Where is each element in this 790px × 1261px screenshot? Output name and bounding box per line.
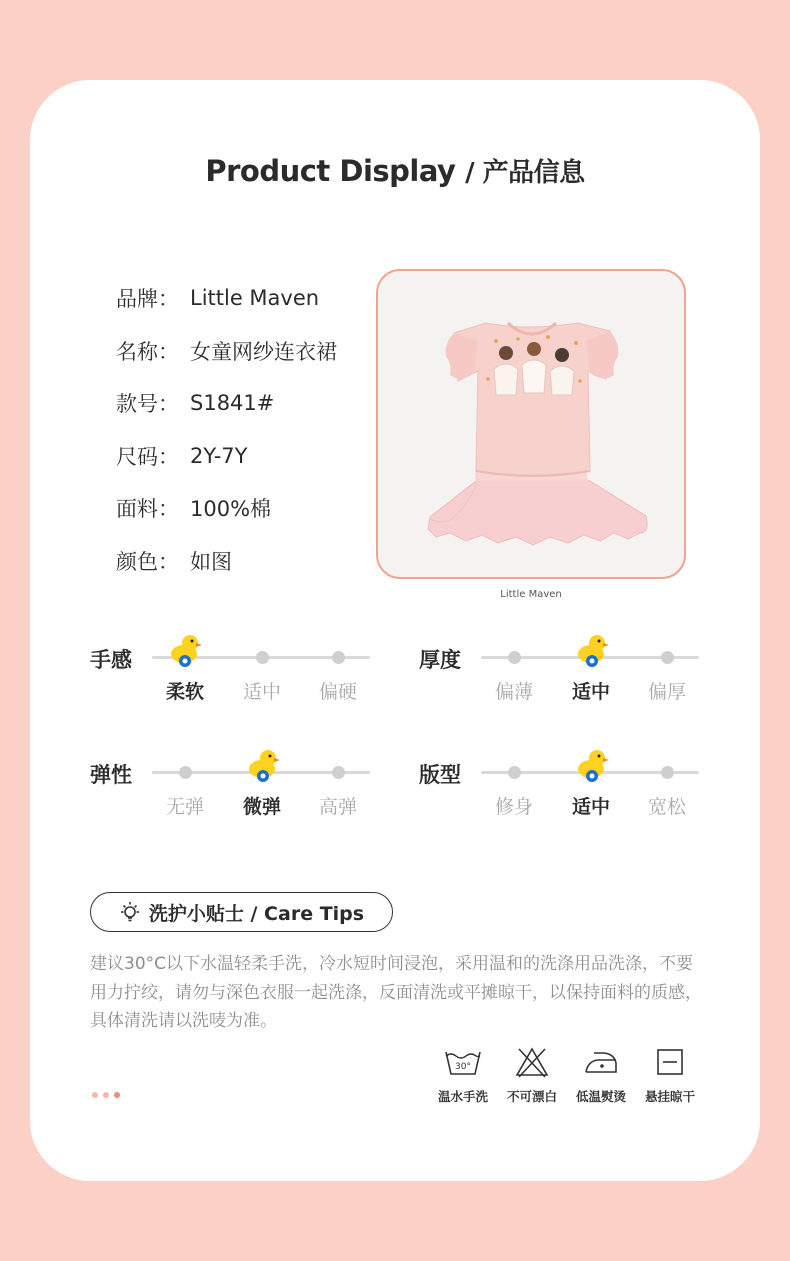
hang-dry-icon xyxy=(655,1047,685,1077)
dot xyxy=(103,1092,109,1098)
scale-thickness xyxy=(419,644,709,704)
title-en: Product Display xyxy=(205,154,456,188)
duck-indicator-icon xyxy=(576,747,610,783)
low-iron-icon xyxy=(582,1047,620,1077)
scale-option-selected: 柔软 xyxy=(165,681,204,703)
scale-fit xyxy=(419,759,709,819)
info-row-name xyxy=(116,325,337,378)
info-key: 颜色： xyxy=(116,549,179,574)
info-value: 女童网纱连衣裙 xyxy=(190,339,337,364)
scale-option-selected: 适中 xyxy=(571,681,610,703)
care-instructions: 建议30°C以下水温轻柔手洗，冷水短时间浸泡，采用温和的洗涤用品洗涤，不要用力拧绞，请勿与深色衣服一起洗涤，反面清洗或平摊晾干，以保持面料的质感，具体清洗请以洗唛为准。 xyxy=(90,954,702,1031)
scale-option: 偏薄 xyxy=(494,681,533,703)
info-value: 如图 xyxy=(190,549,232,574)
info-key: 品牌： xyxy=(116,287,179,312)
info-value: Little Maven xyxy=(190,286,320,311)
wash-label: 悬挂晾干 xyxy=(644,1089,695,1104)
page-dots xyxy=(92,1092,120,1098)
hand-wash-icon xyxy=(443,1046,483,1078)
info-value: 100%棉 xyxy=(190,497,272,522)
scale-option: 高弹 xyxy=(318,796,357,818)
scale-dot xyxy=(332,651,345,664)
info-row-color xyxy=(116,535,337,588)
scale-option: 宽松 xyxy=(647,796,686,818)
scale-dot xyxy=(508,651,521,664)
scale-option-selected: 适中 xyxy=(571,796,610,818)
info-key: 名称： xyxy=(116,339,179,364)
info-key: 款号： xyxy=(116,392,179,417)
duck-indicator-icon xyxy=(169,632,203,668)
product-info-list xyxy=(116,272,337,587)
wash-label: 不可漂白 xyxy=(506,1089,557,1104)
info-value: 2Y-7Y xyxy=(190,443,248,468)
scale-label: 手感 xyxy=(90,648,132,672)
info-value: S1841# xyxy=(190,391,275,416)
lightbulb-icon xyxy=(119,901,141,923)
duck-indicator-icon xyxy=(576,632,610,668)
scale-dot xyxy=(661,766,674,779)
page-title xyxy=(0,152,790,189)
duck-indicator-icon xyxy=(247,747,281,783)
scale-label: 弹性 xyxy=(90,763,132,787)
scale-dot xyxy=(332,766,345,779)
info-key: 面料： xyxy=(116,497,179,522)
info-row-brand xyxy=(116,272,337,325)
scale-option: 适中 xyxy=(242,681,281,703)
scale-label: 版型 xyxy=(419,763,461,787)
scale-dot xyxy=(661,651,674,664)
scale-label: 厚度 xyxy=(419,648,461,672)
scale-dot xyxy=(508,766,521,779)
wash-item-hang-dry xyxy=(635,1044,705,1105)
scale-option-selected: 微弹 xyxy=(242,796,281,818)
info-key: 尺码： xyxy=(116,444,179,469)
info-row-size xyxy=(116,430,337,483)
scale-option: 修身 xyxy=(494,796,533,818)
wash-temperature: 30° xyxy=(455,1062,471,1072)
wash-label: 温水手洗 xyxy=(437,1089,488,1104)
care-tips-label: 洗护小贴士 / Care Tips xyxy=(148,902,365,925)
no-bleach-icon xyxy=(514,1046,550,1078)
scale-option: 偏厚 xyxy=(647,681,686,703)
wash-item-low-iron xyxy=(566,1044,636,1105)
info-row-fabric xyxy=(116,482,337,535)
scale-dot xyxy=(179,766,192,779)
wash-item-no-bleach xyxy=(497,1044,567,1105)
dot xyxy=(92,1092,98,1098)
photo-caption: Little Maven xyxy=(500,589,562,600)
scale-elasticity xyxy=(90,759,380,819)
scale-option: 偏硬 xyxy=(318,681,357,703)
dot-active xyxy=(114,1092,120,1098)
scale-hand-feel xyxy=(90,644,380,704)
wash-item-hand-wash xyxy=(428,1044,498,1105)
wash-label: 低温熨烫 xyxy=(575,1089,626,1104)
dress-image xyxy=(378,271,684,577)
title-cn: / 产品信息 xyxy=(465,158,585,188)
scale-option: 无弹 xyxy=(165,796,204,818)
care-tips-pill xyxy=(90,892,393,932)
info-row-style xyxy=(116,377,337,430)
scale-dot xyxy=(256,651,269,664)
product-photo xyxy=(376,269,686,579)
